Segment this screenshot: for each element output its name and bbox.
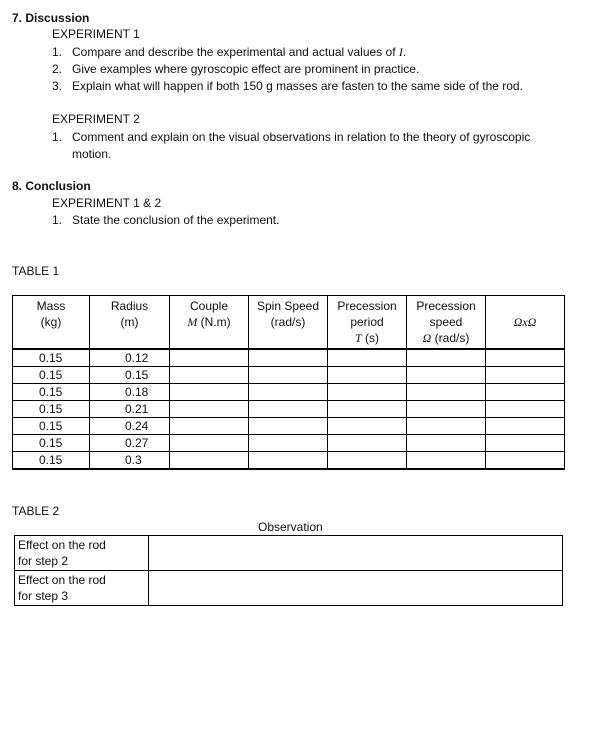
precession-period-cell[interactable] <box>328 349 407 367</box>
column-header-precession-speed: Precession speed Ω (rad/s) <box>407 296 486 350</box>
couple-cell[interactable] <box>170 452 249 470</box>
radius-cell: 0.21 <box>90 401 170 418</box>
precession-period-cell[interactable] <box>328 384 407 401</box>
list-item: 3. Explain what will happen if both 150 g masses are fasten to the same side of the rod. <box>52 79 523 93</box>
row-label-step-2: Effect on the rod for step 2 <box>15 536 149 571</box>
precession-period-cell[interactable] <box>328 452 407 470</box>
radius-cell: 0.18 <box>90 384 170 401</box>
list-item: 1. State the conclusion of the experiment. <box>52 213 280 227</box>
mass-cell: 0.15 <box>13 401 90 418</box>
experiment-2-heading: EXPERIMENT 2 <box>52 112 140 126</box>
product-cell[interactable] <box>486 452 565 470</box>
couple-cell[interactable] <box>170 435 249 452</box>
precession-speed-cell[interactable] <box>407 367 486 384</box>
spin-speed-cell[interactable] <box>249 384 328 401</box>
table-row <box>13 452 565 470</box>
precession-speed-cell[interactable] <box>407 418 486 435</box>
couple-cell[interactable] <box>170 401 249 418</box>
experiment-1-heading: EXPERIMENT 1 <box>52 27 140 41</box>
radius-cell: 0.3 <box>90 452 170 470</box>
precession-speed-cell[interactable] <box>407 452 486 470</box>
conclusion-heading: EXPERIMENT 1 & 2 <box>52 196 162 210</box>
table-row <box>13 401 565 418</box>
couple-cell[interactable] <box>170 349 249 367</box>
spin-speed-cell[interactable] <box>249 401 328 418</box>
observation-header: Observation <box>258 520 323 534</box>
experiment-2-questions <box>52 129 582 163</box>
product-cell[interactable] <box>486 435 565 452</box>
conclusion-title: 8. Conclusion <box>12 179 91 193</box>
precession-period-cell[interactable] <box>328 401 407 418</box>
observation-cell-step-3[interactable] <box>149 571 563 606</box>
radius-cell: 0.27 <box>90 435 170 452</box>
precession-speed-cell[interactable] <box>407 349 486 367</box>
conclusion-questions <box>52 212 582 229</box>
table-row <box>13 435 565 452</box>
column-header-precession-period: Precession period T (s) <box>328 296 407 350</box>
table-header-row <box>13 296 565 350</box>
table-row <box>15 571 563 606</box>
column-header-radius: Radius (m) <box>90 296 170 350</box>
couple-cell[interactable] <box>170 418 249 435</box>
column-header-product: ΩxΩ <box>486 296 565 350</box>
table-row <box>13 418 565 435</box>
spin-speed-cell[interactable] <box>249 418 328 435</box>
spin-speed-cell[interactable] <box>249 367 328 384</box>
observation-cell-step-2[interactable] <box>149 536 563 571</box>
discussion-title: 7. Discussion <box>12 11 90 25</box>
table-2 <box>14 535 563 606</box>
product-cell[interactable] <box>486 384 565 401</box>
mass-cell: 0.15 <box>13 384 90 401</box>
spin-speed-cell[interactable] <box>249 452 328 470</box>
inertia-symbol: I <box>398 45 403 59</box>
table-1-label: TABLE 1 <box>12 264 60 278</box>
precession-period-cell[interactable] <box>328 418 407 435</box>
table-row <box>13 349 565 367</box>
mass-cell: 0.15 <box>13 418 90 435</box>
couple-cell[interactable] <box>170 367 249 384</box>
column-header-spin-speed: Spin Speed (rad/s) <box>249 296 328 350</box>
radius-cell: 0.12 <box>90 349 170 367</box>
table-2-label: TABLE 2 <box>12 504 60 518</box>
mass-cell: 0.15 <box>13 435 90 452</box>
precession-period-cell[interactable] <box>328 367 407 384</box>
product-cell[interactable] <box>486 367 565 384</box>
precession-speed-cell[interactable] <box>407 435 486 452</box>
list-item: 2. Give examples where gyroscopic effect are prominent in practice. <box>52 62 420 76</box>
product-cell[interactable] <box>486 401 565 418</box>
mass-cell: 0.15 <box>13 349 90 367</box>
precession-period-cell[interactable] <box>328 435 407 452</box>
table-row <box>15 536 563 571</box>
couple-cell[interactable] <box>170 384 249 401</box>
table-row <box>13 367 565 384</box>
spin-speed-cell[interactable] <box>249 349 328 367</box>
precession-speed-cell[interactable] <box>407 384 486 401</box>
mass-cell: 0.15 <box>13 367 90 384</box>
radius-cell: 0.15 <box>90 367 170 384</box>
experiment-1-questions <box>52 44 582 95</box>
list-item: 1. Comment and explain on the visual observations in relation to the theory of gyroscopic motion. <box>52 130 531 161</box>
product-cell[interactable] <box>486 349 565 367</box>
radius-cell: 0.24 <box>90 418 170 435</box>
table-1 <box>12 295 565 470</box>
table-row <box>13 384 565 401</box>
precession-speed-cell[interactable] <box>407 401 486 418</box>
product-cell[interactable] <box>486 418 565 435</box>
spin-speed-cell[interactable] <box>249 435 328 452</box>
row-label-step-3: Effect on the rod for step 3 <box>15 571 149 606</box>
list-item: 1. Compare and describe the experimental and actual values of I. <box>52 45 407 59</box>
column-header-mass: Mass (kg) <box>13 296 90 350</box>
mass-cell: 0.15 <box>13 452 90 470</box>
column-header-couple: Couple M (N.m) <box>170 296 249 350</box>
